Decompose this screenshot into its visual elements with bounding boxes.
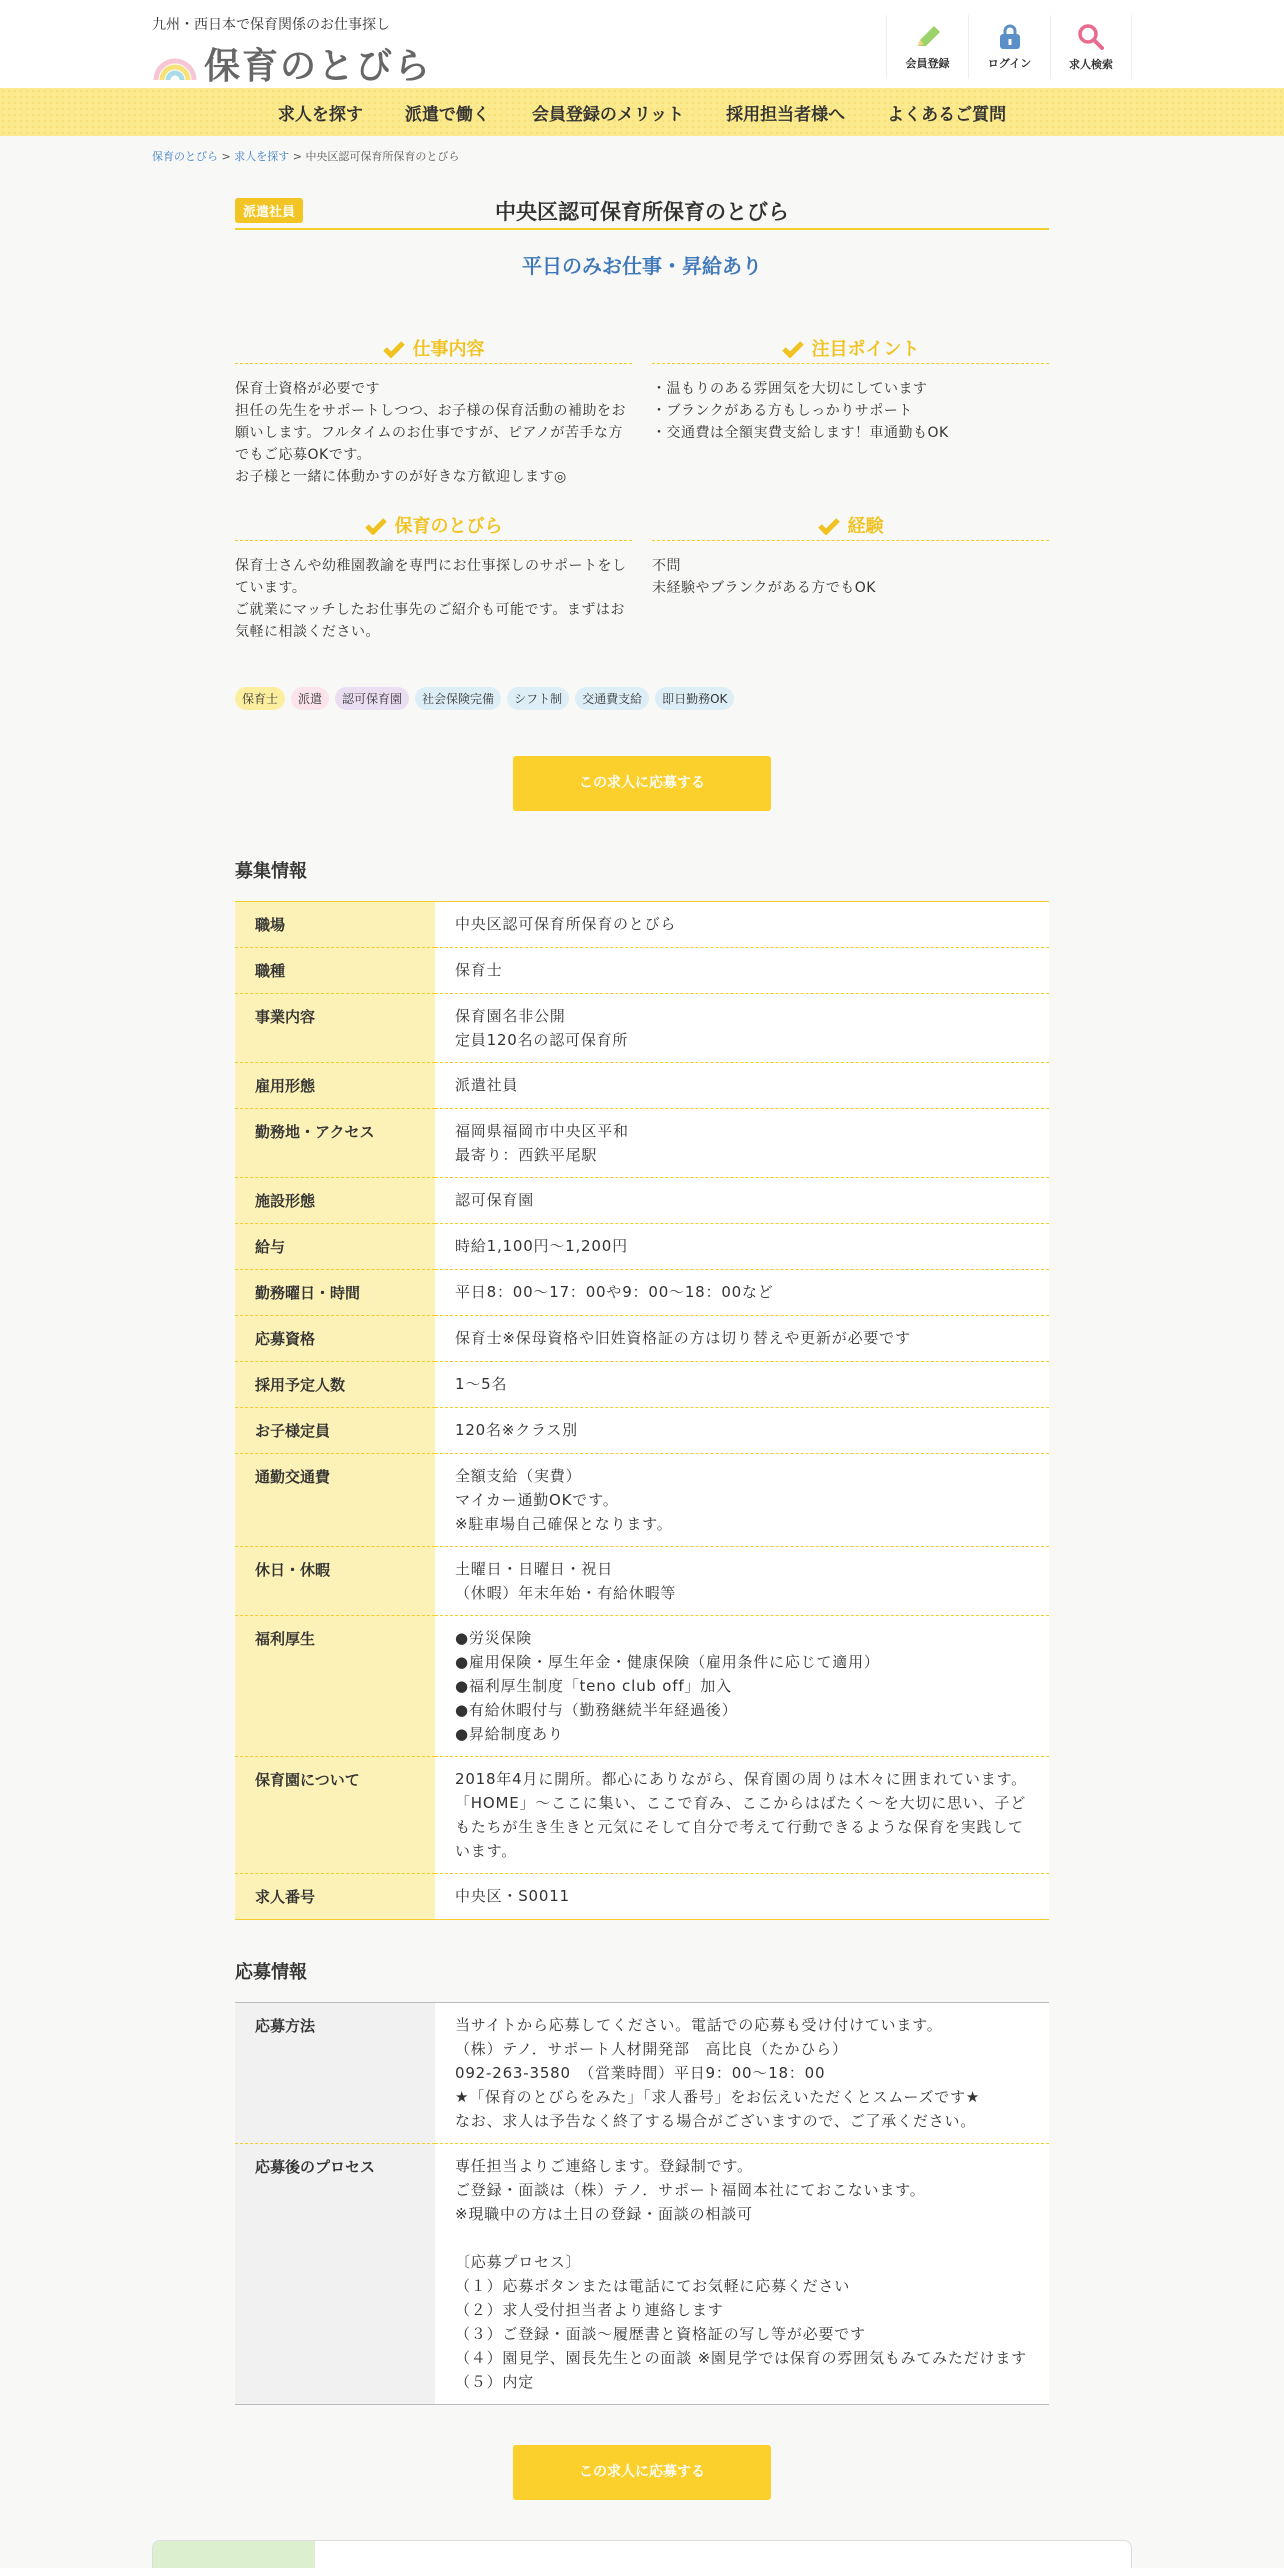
- row-value: 平日8：00～17：00や9：00～18：00など: [435, 1270, 1049, 1316]
- feature-grid: [235, 335, 1049, 667]
- row-value: 土曜日・日曜日・祝日 （休暇）年末年始・有給休暇等: [435, 1547, 1049, 1616]
- nav-for-recruiters[interactable]: 採用担当者様へ: [726, 104, 846, 125]
- row-label: 応募資格: [235, 1316, 435, 1362]
- checkmark-icon: [782, 340, 804, 358]
- search-label: 求人検索: [1069, 57, 1113, 71]
- table-row: [235, 1547, 1049, 1616]
- tag-list: [235, 687, 1049, 710]
- breadcrumb-home[interactable]: 保育のとびら: [152, 150, 218, 163]
- row-label: 福利厚生: [235, 1616, 435, 1757]
- breadcrumb-separator: >: [218, 150, 235, 163]
- table-row: [235, 1224, 1049, 1270]
- site-tagline: 九州・西日本で保育関係のお仕事探し: [152, 17, 390, 33]
- row-value: 保育園名非公開 定員120名の認可保育所: [435, 994, 1049, 1063]
- row-label: 勤務曜日・時間: [235, 1270, 435, 1316]
- tag: 即日勤務OK: [655, 687, 734, 710]
- feature-highlights: [652, 335, 1049, 488]
- tag: シフト制: [507, 687, 569, 710]
- job-title-row: [235, 196, 1049, 230]
- row-label: 応募方法: [235, 2003, 435, 2144]
- table-row: [235, 1063, 1049, 1109]
- row-value: 2018年4月に開所。都心にありながら、保育園の周りは木々に囲まれています。「HOME」～ここに集い、ここで育み、ここからはばたく～を大切に思い、子どもたちが生き生きと元気にそして自分で考えて行動できるような保育を実践しています。: [435, 1757, 1049, 1874]
- feature-body: ・温もりのある雰囲気を大切にしています ・ブランクがある方もしっかりサポート ・交通費は全額実費支給します！車通勤もOK: [652, 381, 949, 441]
- row-value: 当サイトから応募してください。電話での応募も受け付けています。 （株）テノ．サポート人材開発部 高比良（たかひら） 092-263-3580 （営業時間）平日9：00～18：00 ★「保育のとびらをみた」「求人番号」をお伝えいただくとスムーズです★ なお、求人は予告なく終了する場合がございますので、ご了承ください。: [435, 2003, 1049, 2144]
- table-row: [235, 902, 1049, 948]
- breadcrumb-current: 中央区認可保育所保育のとびら: [305, 150, 460, 163]
- row-value: ●労災保険 ●雇用保険・厚生年金・健康保険（雇用条件に応じて適用） ●福利厚生制度「teno club off」加入 ●有給休暇付与（勤務継続半年経過後） ●昇給制度あり: [435, 1616, 1049, 1757]
- table-row: [235, 2003, 1049, 2144]
- pencil-icon: [914, 24, 942, 50]
- section-title-application: 応募情報: [235, 1962, 307, 1983]
- table-row: [235, 1316, 1049, 1362]
- site-header: [0, 0, 1284, 88]
- row-label: 休日・休暇: [235, 1547, 435, 1616]
- row-label: 施設形態: [235, 1178, 435, 1224]
- checkmark-icon: [365, 517, 387, 535]
- search-icon: [1077, 23, 1105, 51]
- feature-heading: 保育のとびら: [235, 512, 632, 541]
- lock-icon: [996, 24, 1024, 50]
- job-search-button[interactable]: [1050, 15, 1132, 79]
- tag: 交通費支給: [575, 687, 649, 710]
- register-label: 会員登録: [905, 56, 950, 70]
- table-row: [235, 1616, 1049, 1757]
- row-value: 120名※クラス別: [435, 1408, 1049, 1454]
- nav-dispatch-work[interactable]: 派遣で働く: [404, 104, 490, 125]
- row-value: 全額支給（実費） マイカー通勤OKです。 ※駐車場自己確保となります。: [435, 1454, 1049, 1547]
- login-button[interactable]: [968, 15, 1050, 79]
- breadcrumb-find-jobs[interactable]: 求人を探す: [234, 150, 290, 163]
- section-title-recruitment: 募集情報: [235, 861, 307, 882]
- row-label: 採用予定人数: [235, 1362, 435, 1408]
- row-label: 職種: [235, 948, 435, 994]
- row-value: 派遣社員: [435, 1063, 1049, 1109]
- breadcrumb: [152, 136, 1132, 176]
- breadcrumb-separator: >: [289, 150, 306, 163]
- tag: 認可保育園: [335, 687, 409, 710]
- global-nav: [0, 88, 1284, 136]
- tag: 社会保険完備: [415, 687, 501, 710]
- table-row: [235, 1362, 1049, 1408]
- row-label: 給与: [235, 1224, 435, 1270]
- table-row: [235, 1109, 1049, 1178]
- row-value: 専任担当よりご連絡します。登録制です。 ご登録・面談は（株）テノ．サポート福岡本社にておこないます。 ※現職中の方は土日の登録・面談の相談可 〔応募プロセス〕 （１）応募ボタンまたは電話にてお気軽に応募ください （２）求人受付担当者より連絡します （３）ご登録・面談～履歴書と資格証の写し等が必要です （４）園見学、園長先生との面談 ※園見学では保育の雰囲気もみてみただけます （５）内定: [435, 2144, 1049, 2405]
- tag: 派遣: [291, 687, 329, 710]
- job-catchphrase: 平日のみお仕事・昇給あり: [522, 254, 762, 278]
- row-value: 時給1,100円～1,200円: [435, 1224, 1049, 1270]
- row-value: 中央区・S0011: [435, 1874, 1049, 1920]
- table-row: [235, 994, 1049, 1063]
- feature-heading: 仕事内容: [235, 335, 632, 364]
- tag: 保育士: [235, 687, 285, 710]
- application-table: [235, 2002, 1049, 2405]
- row-value: 1～5名: [435, 1362, 1049, 1408]
- row-value: 中央区認可保育所保育のとびら: [435, 902, 1049, 948]
- row-label: 勤務地・アクセス: [235, 1109, 435, 1178]
- row-label: 通勤交通費: [235, 1454, 435, 1547]
- table-row: [235, 1454, 1049, 1547]
- feature-heading: 経験: [652, 512, 1049, 541]
- table-row: [235, 1270, 1049, 1316]
- header-icon-menu: [886, 15, 1132, 79]
- row-label: 保育園について: [235, 1757, 435, 1874]
- row-label: 事業内容: [235, 994, 435, 1063]
- rainbow-logo-icon: [152, 46, 198, 82]
- table-row: [235, 1757, 1049, 1874]
- footer-tab-bar: [152, 2540, 1132, 2568]
- register-button[interactable]: [886, 15, 968, 79]
- table-row: [235, 1874, 1049, 1920]
- table-row: [235, 1178, 1049, 1224]
- logo-text: 保育のとびら: [204, 46, 433, 87]
- apply-button-bottom[interactable]: この求人に応募する: [513, 2445, 771, 2500]
- row-value: 福岡県福岡市中央区平和 最寄り：西鉄平尾駅: [435, 1109, 1049, 1178]
- table-row: [235, 948, 1049, 994]
- row-value: 保育士: [435, 948, 1049, 994]
- login-label: ログイン: [987, 56, 1032, 70]
- checkmark-icon: [818, 517, 840, 535]
- nav-member-benefits[interactable]: 会員登録のメリット: [531, 104, 685, 125]
- job-detail: [235, 196, 1049, 2500]
- feature-body: 保育士資格が必要です 担任の先生をサポートしつつ、お子様の保育活動の補助をお願いします。フルタイムのお仕事ですが、ピアノが苦手な方でもご応募OKです。 お子様と一緒に体動かすのが好きな方歓迎します◎: [235, 381, 626, 485]
- row-label: 雇用形態: [235, 1063, 435, 1109]
- row-value: 認可保育園: [435, 1178, 1049, 1224]
- nav-faq[interactable]: よくあるご質問: [887, 104, 1007, 125]
- feature-body: 不問 未経験やブランクがある方でもOK: [652, 558, 876, 596]
- checkmark-icon: [383, 340, 405, 358]
- row-label: 職場: [235, 902, 435, 948]
- table-row: [235, 1408, 1049, 1454]
- feature-about-site: [235, 512, 632, 643]
- employment-type-badge: 派遣社員: [235, 198, 303, 223]
- row-label: 求人番号: [235, 1874, 435, 1920]
- feature-job-description: [235, 335, 632, 488]
- feature-experience: [652, 512, 1049, 643]
- footer-tab[interactable]: [153, 2541, 315, 2568]
- recruitment-table: [235, 901, 1049, 1920]
- feature-heading: 注目ポイント: [652, 335, 1049, 364]
- table-row: [235, 2144, 1049, 2405]
- row-label: 応募後のプロセス: [235, 2144, 435, 2405]
- apply-button[interactable]: この求人に応募する: [513, 756, 771, 811]
- job-title: 中央区認可保育所保育のとびら: [495, 200, 789, 224]
- feature-body: 保育士さんや幼稚園教諭を専門にお仕事探しのサポートをしています。 ご就業にマッチしたお仕事先のご紹介も可能です。まずはお気軽に相談ください。: [235, 558, 627, 640]
- nav-find-jobs[interactable]: 求人を探す: [277, 104, 363, 125]
- row-value: 保育士※保母資格や旧姓資格証の方は切り替えや更新が必要です: [435, 1316, 1049, 1362]
- row-label: お子様定員: [235, 1408, 435, 1454]
- site-logo[interactable]: [152, 38, 432, 89]
